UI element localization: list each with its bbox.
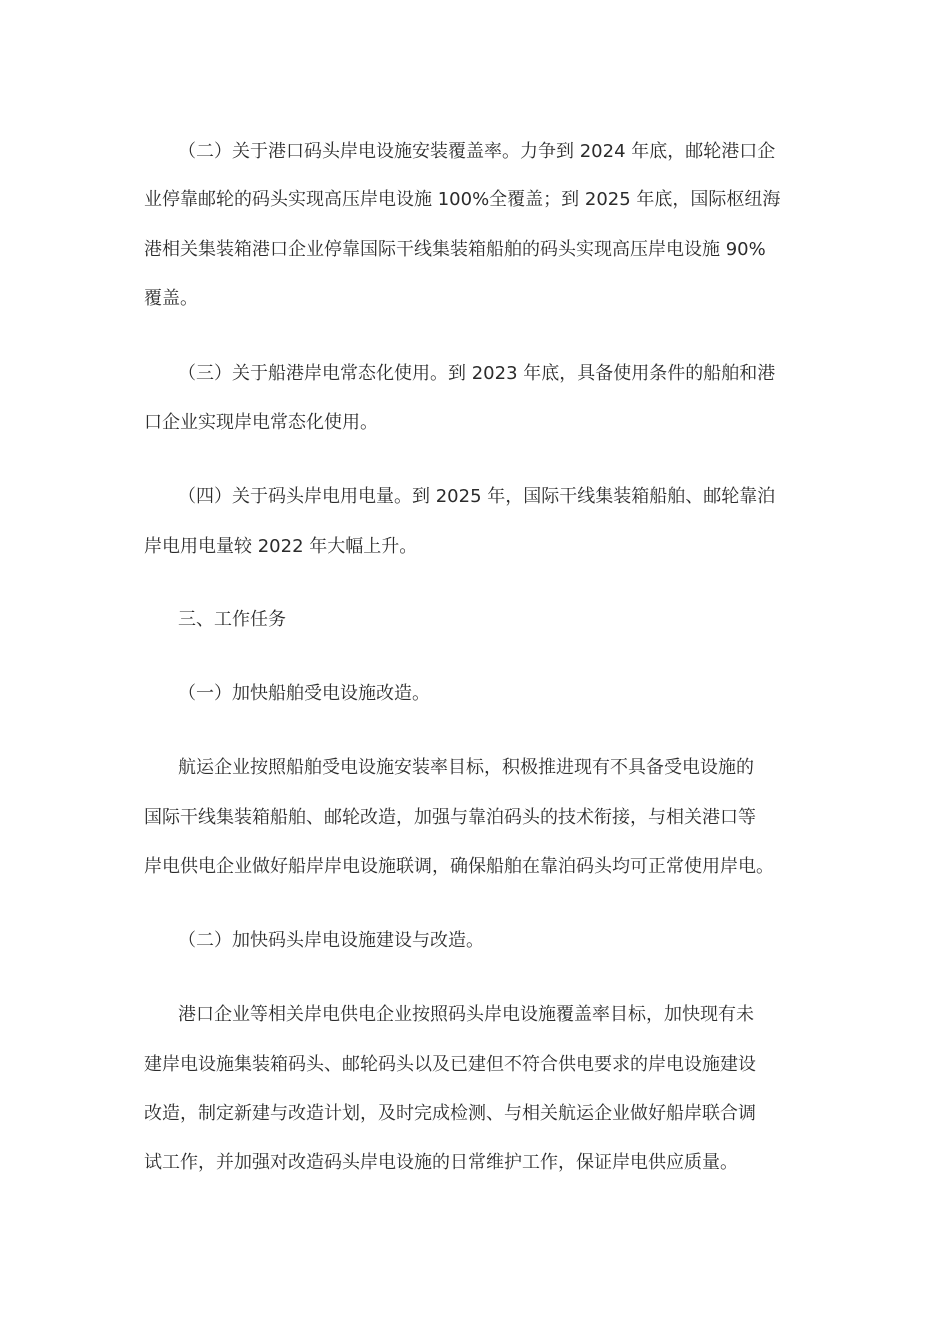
paragraph-line: 改造，制定新建与改造计划，及时完成检测、与相关航运企业做好船岸联合调 (144, 1103, 756, 1124)
paragraph-line: 岸电供电企业做好船岸岸电设施联调，确保船舶在靠泊码头均可正常使用岸电。 (144, 856, 774, 877)
paragraph-line: 覆盖。 (144, 288, 198, 309)
paragraph-line: （二）关于港口码头岸电设施安装覆盖率。力争到 2024 年底，邮轮港口企 (178, 141, 776, 162)
section-heading: 三、工作任务 (178, 609, 286, 630)
paragraph-line: 口企业实现岸电常态化使用。 (144, 412, 378, 433)
paragraph-line: 港相关集装箱港口企业停靠国际干线集装箱船舶的码头实现高压岸电设施 90% (144, 239, 766, 260)
subsection-heading: （二）加快码头岸电设施建设与改造。 (178, 930, 484, 951)
paragraph-line: 港口企业等相关岸电供电企业按照码头岸电设施覆盖率目标，加快现有未 (178, 1004, 754, 1025)
subsection-heading: （一）加快船舶受电设施改造。 (178, 683, 430, 704)
paragraph-line: 岸电用电量较 2022 年大幅上升。 (144, 536, 418, 557)
paragraph-line: （四）关于码头岸电用电量。到 2025 年，国际干线集装箱船舶、邮轮靠泊 (178, 486, 776, 507)
paragraph-line: 业停靠邮轮的码头实现高压岸电设施 100%全覆盖；到 2025 年底，国际枢纽海 (144, 189, 781, 210)
paragraph-line: 建岸电设施集装箱码头、邮轮码头以及已建但不符合供电要求的岸电设施建设 (144, 1054, 756, 1075)
paragraph-line: 试工作，并加强对改造码头岸电设施的日常维护工作，保证岸电供应质量。 (144, 1152, 738, 1173)
paragraph-line: 航运企业按照船舶受电设施安装率目标，积极推进现有不具备受电设施的 (178, 757, 754, 778)
paragraph-line: （三）关于船港岸电常态化使用。到 2023 年底，具备使用条件的船舶和港 (178, 363, 776, 384)
paragraph-line: 国际干线集装箱船舶、邮轮改造，加强与靠泊码头的技术衔接，与相关港口等 (144, 807, 756, 828)
